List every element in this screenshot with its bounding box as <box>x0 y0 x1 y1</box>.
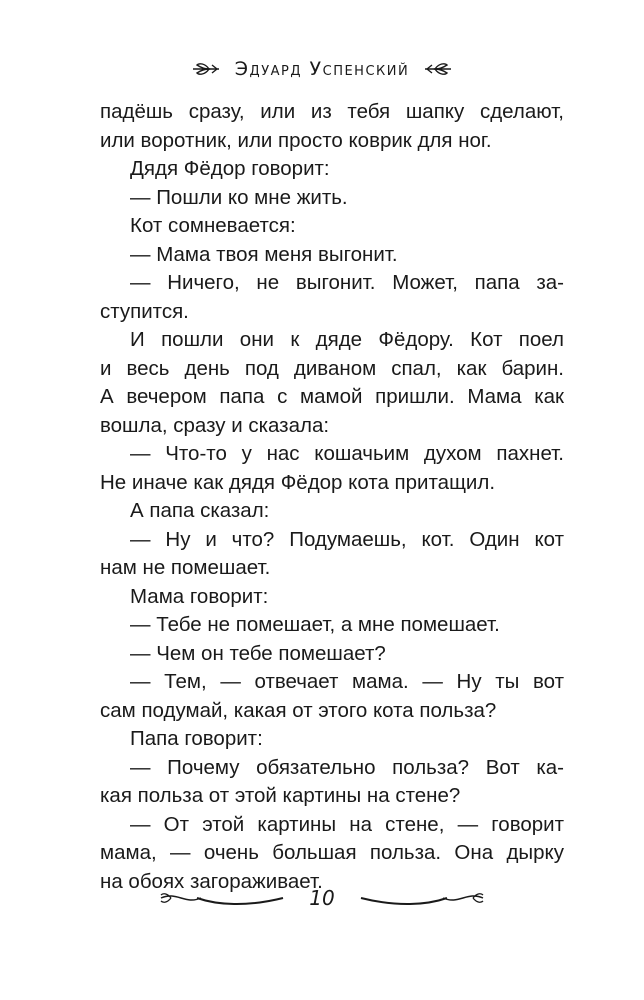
text-line: мама, — очень большая польза. Она дырку <box>100 841 564 864</box>
text-line: — Мама твоя меня выгонит. <box>130 242 398 266</box>
leaf-ornament-left-icon <box>191 61 221 77</box>
text-line: падёшь сразу, или из тебя шапку сделают, <box>100 100 564 123</box>
text-line: Мама говорит: <box>130 584 269 608</box>
page-number: 10 <box>309 886 335 910</box>
text-line: А вечером папа с мамой пришли. Мама как <box>100 385 564 408</box>
text-line: и весь день под диваном спал, как барин. <box>100 356 564 380</box>
text-line: кая польза от этой картины на стене? <box>100 784 461 807</box>
text-line: — Что-то у нас кошачьим духом пахнет. <box>130 442 564 465</box>
text-line: ступится. <box>100 299 189 323</box>
swirl-ornament-left-icon <box>157 887 287 909</box>
text-line: Папа говорит: <box>130 727 263 750</box>
text-line: — Ничего, не выгонит. Может, папа за- <box>130 271 564 294</box>
text-line: вошла, сразу и сказала: <box>100 413 330 437</box>
leaf-ornament-right-icon <box>423 61 453 77</box>
text-line: — Чем он тебе помешает? <box>130 641 386 665</box>
running-header <box>0 58 644 80</box>
page-footer <box>0 886 644 910</box>
text-line: нам не помешает. <box>100 556 271 579</box>
page-body-text <box>100 98 564 896</box>
author-name: Эдуард Успенский <box>234 58 410 80</box>
text-line: — Почему обязательно польза? Вот ка- <box>130 755 564 779</box>
text-line: — Тебе не помешает, а мне помешает. <box>130 613 500 636</box>
text-line: Кот сомневается: <box>130 214 296 237</box>
text-line: А папа сказал: <box>130 499 270 522</box>
text-line: Не иначе как дядя Фёдор кота притащил. <box>100 470 496 494</box>
text-line: — Тем, — отвечает мама. — Ну ты вот <box>130 670 564 693</box>
text-line: сам подумай, какая от этого кота польза? <box>100 698 497 722</box>
text-line: — От этой картины на стене, — говорит <box>130 812 564 836</box>
text-line: И пошли они к дяде Фёдору. Кот поел <box>130 328 564 351</box>
text-line: — Ну и что? Подумаешь, кот. Один кот <box>130 527 564 551</box>
text-line: Дядя Фёдор говорит: <box>130 157 330 180</box>
swirl-ornament-right-icon <box>357 887 487 909</box>
text-line: на обоях загораживает. <box>100 869 323 893</box>
text-line: или воротник, или просто коврик для ног. <box>100 128 492 152</box>
text-line: — Пошли ко мне жить. <box>130 185 348 209</box>
